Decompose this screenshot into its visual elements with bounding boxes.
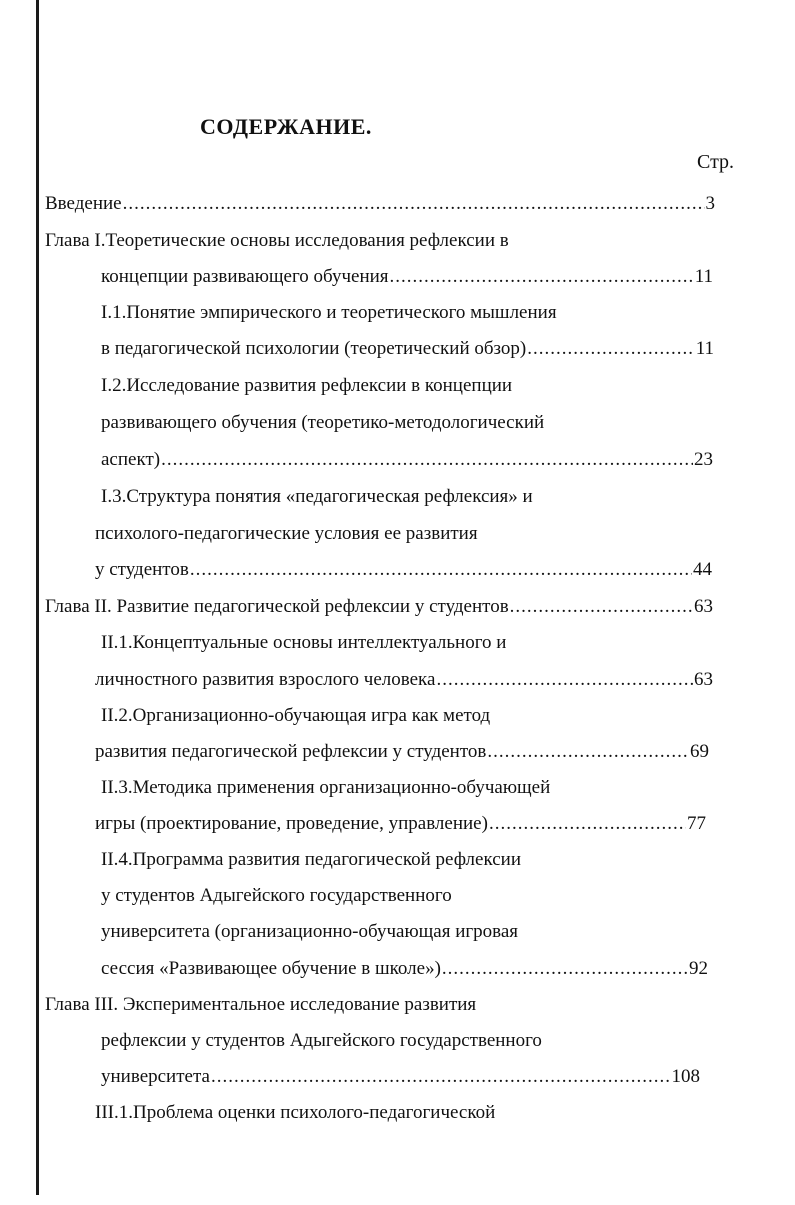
toc-page-number: 23 — [694, 449, 713, 470]
toc-page-number: 11 — [695, 338, 714, 359]
dot-leader — [510, 595, 693, 619]
toc-entry-1-3 — [95, 558, 712, 582]
toc-entry-chapter-3 — [101, 1065, 700, 1089]
toc-entry-text: у студентов — [95, 559, 189, 580]
toc-entry-text: личностного развития взрослого человека — [95, 669, 436, 690]
toc-entry-chapter-1 — [101, 265, 713, 289]
toc-entry-text: I.1.Понятие эмпирического и теоретического мышления — [101, 302, 557, 323]
toc-page-number: 11 — [694, 266, 713, 287]
toc-entry-text: аспект) — [101, 449, 161, 470]
margin-line — [36, 0, 39, 1195]
dot-leader — [390, 265, 694, 289]
toc-entry-text: I.3.Структура понятия «педагогическая рефлексия» и — [101, 486, 533, 507]
toc-entry-intro — [45, 192, 715, 216]
toc-page-number: 108 — [671, 1066, 700, 1087]
toc-entry-text: концепции развивающего обучения — [101, 266, 389, 287]
toc-entry-text: у студентов Адыгейского государственного — [101, 885, 452, 906]
dot-leader — [489, 812, 686, 836]
dot-leader — [123, 192, 705, 216]
toc-entry-1-2 — [101, 448, 713, 472]
toc-entry-text: рефлексии у студентов Адыгейского государственного — [101, 1030, 542, 1051]
toc-entry-text: II.4.Программа развития педагогической рефлексии — [101, 849, 521, 870]
toc-entry-text: Глава III. Экспериментальное исследование развития — [45, 994, 477, 1015]
page-title: СОДЕРЖАНИЕ. — [200, 114, 372, 139]
toc-entry-text: развивающего обучения (теоретико-методологический — [101, 412, 545, 433]
toc-page-number: 63 — [694, 596, 713, 617]
toc-entry-2-1 — [95, 668, 713, 692]
toc-entry-text: II.3.Методика применения организационно-обучающей — [101, 777, 551, 798]
toc-page-number: 92 — [689, 958, 708, 979]
toc-entry-2-3 — [95, 812, 706, 836]
toc-entry-text: в педагогической психологии (теоретический обзор) — [101, 338, 527, 359]
dot-leader — [211, 1065, 671, 1089]
toc-entry-text: развития педагогической рефлексии у студентов — [95, 741, 487, 762]
toc-entry-text: Глава I.Теоретические основы исследования рефлексии в — [45, 230, 509, 251]
toc-entry-text: психолого-педагогические условия ее развития — [95, 523, 478, 544]
toc-entry-chapter-2 — [45, 595, 713, 619]
toc-entry-2-4 — [101, 957, 708, 981]
dot-leader — [161, 448, 693, 472]
toc-page-number: 77 — [687, 813, 706, 834]
toc-entry-2-2 — [95, 740, 709, 764]
toc-page-number: 69 — [690, 741, 709, 762]
toc-entry-text: III.1.Проблема оценки психолого-педагогической — [95, 1102, 496, 1123]
page-column-label: Стр. — [697, 151, 735, 173]
toc-page-number: 44 — [693, 559, 712, 580]
toc-entry-text: университета (организационно-обучающая игровая — [101, 921, 519, 942]
toc-entry-text: I.2.Исследование развития рефлексии в концепции — [101, 375, 513, 396]
toc-page-number: 63 — [694, 669, 713, 690]
dot-leader — [527, 337, 694, 361]
toc-entry-text: игры (проектирование, проведение, управление) — [95, 813, 488, 834]
toc-page-number: 3 — [705, 193, 715, 214]
dot-leader — [487, 740, 689, 764]
dot-leader — [190, 558, 692, 582]
toc-entry-text: II.2.Организационно-обучающая игра как метод — [101, 705, 491, 726]
dot-leader — [442, 957, 688, 981]
toc-entry-text: сессия «Развивающее обучение в школе») — [101, 958, 441, 979]
toc-entry-text: Глава II. Развитие педагогической рефлексии у студентов — [45, 596, 509, 617]
toc-entry-text: II.1.Концептуальные основы интеллектуального и — [101, 632, 507, 653]
toc-entry-text: университета — [101, 1066, 210, 1087]
toc-entry-text: Введение — [45, 193, 122, 214]
dot-leader — [436, 668, 693, 692]
toc-entry-1-1 — [101, 337, 714, 361]
